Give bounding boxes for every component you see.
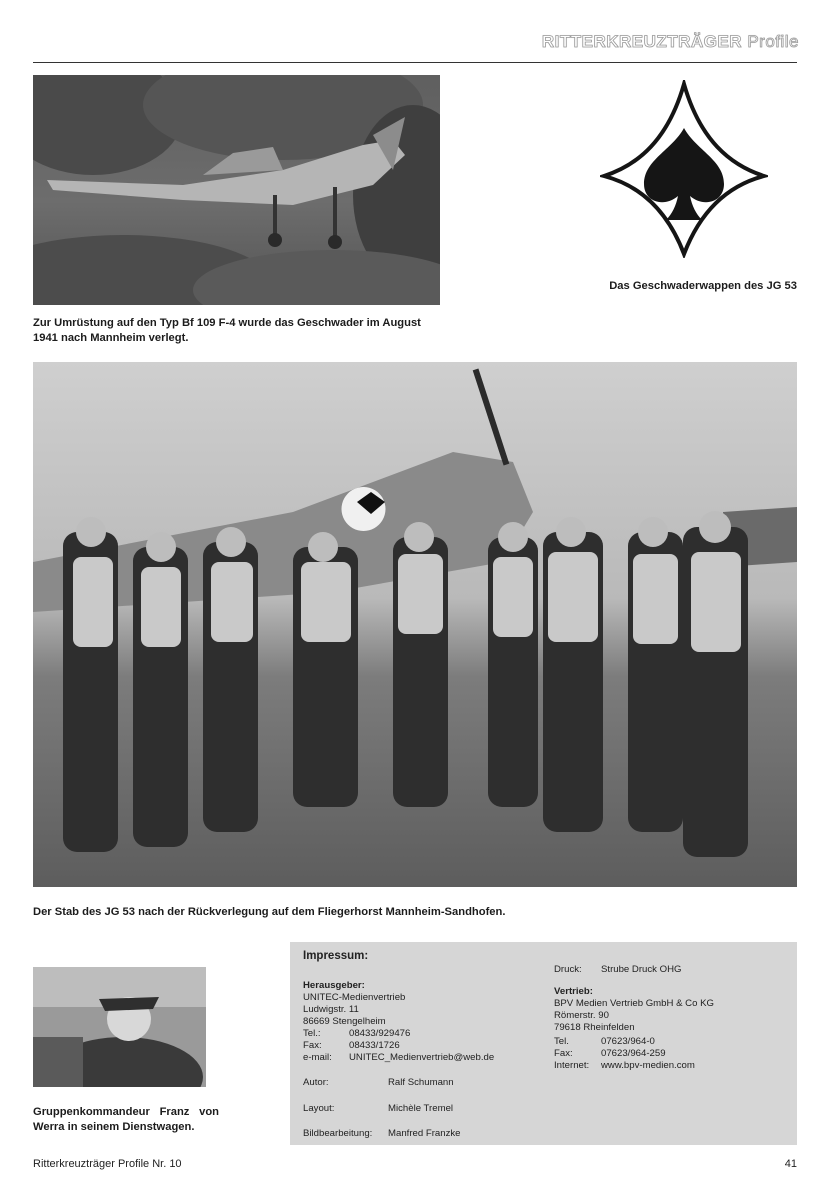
contact-value: 08433/929476 [349,1028,411,1039]
vertrieb-contact-value: 07623/964-259 [601,1048,666,1059]
vertrieb-line: Römerstr. 90 [554,1010,609,1021]
herausgeber-label: Herausgeber: [303,980,365,991]
vertrieb-contact-label: Tel. [554,1036,569,1047]
running-header-title: RITTERKREUZTRÄGER [541,32,743,51]
vertrieb-line: 79618 Rheinfelden [554,1022,635,1033]
staff-group-photo [33,362,797,887]
page-number: 41 [784,1158,797,1170]
druck-value: Strube Druck OHG [601,964,682,975]
email-link[interactable]: UNITEC_Medienvertrieb@web.de [349,1052,495,1063]
vertrieb-label: Vertrieb: [554,986,593,997]
contact-label: Tel.: [303,1028,321,1039]
vertrieb-contact-label: Fax: [554,1048,573,1059]
running-header [542,32,799,52]
contact-label: Fax: [303,1040,322,1051]
header-rule [33,62,797,63]
credit-label: Autor: [303,1077,329,1088]
contact-label: e-mail: [303,1052,332,1063]
footer-publication: Ritterkreuzträger Profile Nr. 10 [33,1158,182,1170]
credit-value: Michèle Tremel [388,1103,454,1114]
credit-value: Ralf Schumann [388,1077,454,1088]
staff-group-photo-caption: Der Stab des JG 53 nach der Rückverlegung auf dem Fliegerhorst Mannheim-Sandhofen. [33,906,506,918]
vertrieb-line: BPV Medien Vertrieb GmbH & Co KG [554,998,714,1009]
emblem-caption: Das Geschwaderwappen des JG 53 [609,280,797,292]
geschwader-emblem [600,80,768,258]
credit-label: Bildbearbeitung: [303,1128,373,1139]
aircraft-photo [33,75,440,305]
portrait-photo [33,967,206,1087]
website-link[interactable]: www.bpv-medien.com [601,1060,695,1071]
herausgeber-line: Ludwigstr. 11 [303,1004,359,1015]
contact-value: 08433/1726 [349,1040,400,1051]
portrait-photo-caption: Gruppenkommandeur Franz von Werra in seinem Dienstwagen. [33,1106,219,1133]
credit-value: Manfred Franzke [388,1128,461,1139]
running-header-suffix: Profile [747,32,799,51]
credit-label: Layout: [303,1103,335,1114]
herausgeber-line: UNITEC-Medienvertrieb [303,992,406,1003]
druck-label: Druck: [554,964,582,975]
ace-of-spades-icon [600,80,768,258]
vertrieb-contact-value: 07623/964-0 [601,1036,655,1047]
aircraft-photo-caption: Zur Umrüstung auf den Typ Bf 109 F-4 wurde das Geschwader im August 1941 nach Mannheim verlegt. [33,317,421,344]
herausgeber-line: 86669 Stengelheim [303,1016,386,1027]
impressum-box [290,942,797,1145]
impressum-title: Impressum: [303,950,369,962]
vertrieb-contact-label: Internet: [554,1060,590,1071]
